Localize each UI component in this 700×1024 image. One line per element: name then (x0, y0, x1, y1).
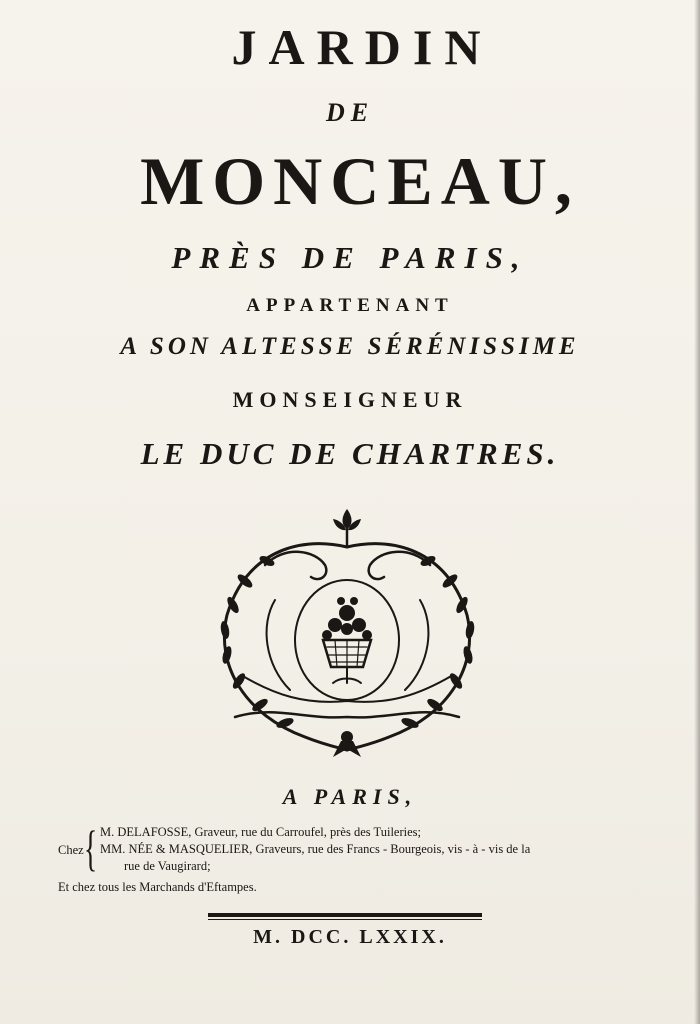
line-altesse: A SON ALTESSE SÉRÉNISSIME (120, 333, 580, 360)
line-duc-de-chartres: LE DUC DE CHARTRES. (140, 436, 560, 471)
floral-vignette-icon (205, 505, 490, 760)
imprint-sellers (100, 824, 660, 875)
subtitle-pres-de-paris: PRÈS DE PARIS, (171, 240, 529, 275)
title-jardin: JARDIN (231, 19, 493, 75)
title-de: DE (325, 98, 375, 127)
title-monceau: MONCEAU, (140, 143, 580, 219)
line-appartenant: APPARTENANT (246, 295, 454, 316)
imprint-seller-1: M. DELAFOSSE, Graveur, rue du Carroufel, près des Tuileries; (100, 825, 421, 839)
curly-brace-icon: { (84, 820, 98, 876)
line-monseigneur: MONSEIGNEUR (232, 387, 468, 412)
imprint-place: A PARIS, (282, 784, 418, 809)
publication-date: M. DCC. LXXIX. (253, 926, 447, 948)
page-edge-shadow (694, 0, 700, 1024)
imprint-others: Et chez tous les Marchands d'Eftampes. (58, 880, 257, 894)
imprint-seller-2-continued: rue de Vaugirard; (124, 859, 211, 873)
imprint-seller-2: MM. NÉE & MASQUELIER, Graveurs, rue des Francs - Bourgeois, vis - à - vis de la (100, 842, 531, 856)
double-rule-thick (208, 913, 482, 917)
double-rule-thin (208, 919, 482, 920)
imprint-chez: Chez (58, 843, 84, 857)
